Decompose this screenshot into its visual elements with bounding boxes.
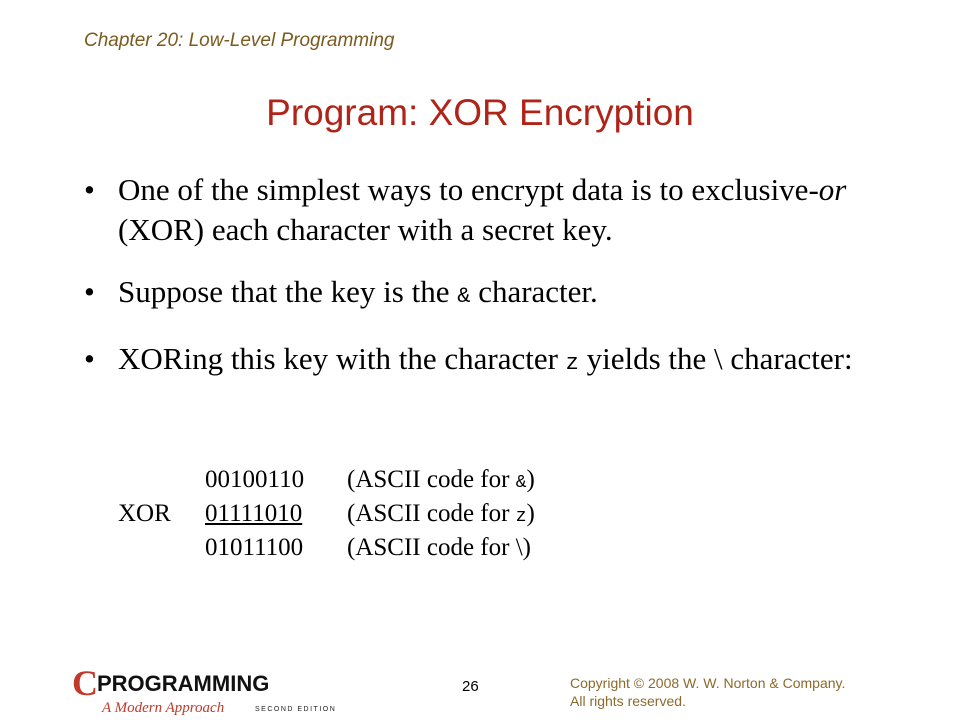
calc-operator: XOR [118, 500, 171, 527]
calc-bits: 00100110 [205, 466, 305, 493]
copyright [570, 674, 845, 710]
c-programming-logo [72, 664, 362, 716]
logo-subtitle: A Modern Approach [102, 700, 225, 716]
calc-desc-char: \ [515, 534, 523, 561]
bullet-item [84, 339, 894, 384]
bullet-dot-icon: • [84, 172, 95, 207]
logo-word: PROGRAMMING [97, 671, 270, 696]
calc-desc-suffix: ) [522, 534, 531, 561]
logo-letter: C [72, 664, 98, 703]
bullet-dot-icon: • [84, 274, 95, 309]
bullet-text: (XOR) each character with a secret key. [118, 212, 613, 247]
bullet-item [84, 272, 894, 317]
copyright-line: Copyright © 2008 W. W. Norton & Company. [570, 675, 846, 691]
calc-bits: 01011100 [205, 534, 304, 561]
bullet-text: XORing this key with the character [118, 341, 566, 376]
calc-desc-suffix: ) [526, 500, 535, 527]
bullet-italic: or [818, 172, 847, 207]
calc-description [347, 531, 531, 565]
chapter-header: Chapter 20: Low-Level Programming [84, 30, 395, 51]
bullet-dot-icon: • [84, 341, 95, 376]
calc-description [347, 463, 535, 500]
bullet-code: z [565, 351, 579, 376]
calc-desc-char: & [515, 473, 527, 493]
bullet-text: Suppose that the key is the [118, 274, 458, 309]
logo-edition: SECOND EDITION [255, 706, 337, 713]
calc-desc-suffix: ) [526, 466, 535, 493]
calc-desc-prefix: (ASCII code for [347, 500, 516, 527]
copyright-line: All rights reserved. [570, 693, 686, 709]
calc-description [347, 497, 535, 534]
calc-desc-char: z [515, 507, 527, 527]
bullet-text: One of the simplest ways to encrypt data is to exclusive- [118, 172, 819, 207]
bullet-code: \ [714, 341, 723, 376]
bullet-text: character: [722, 341, 853, 376]
page-number: 26 [462, 678, 479, 695]
bullet-text: character. [470, 274, 598, 309]
bullet-list [84, 170, 894, 406]
bullet-code: & [457, 284, 471, 309]
bullet-text: yields the [578, 341, 715, 376]
calc-bits: 01111010 [205, 500, 303, 527]
bullet-item [84, 170, 894, 250]
slide-title: Program: XOR Encryption [266, 92, 694, 133]
calc-desc-prefix: (ASCII code for [347, 466, 516, 493]
calc-desc-prefix: (ASCII code for [347, 534, 516, 561]
